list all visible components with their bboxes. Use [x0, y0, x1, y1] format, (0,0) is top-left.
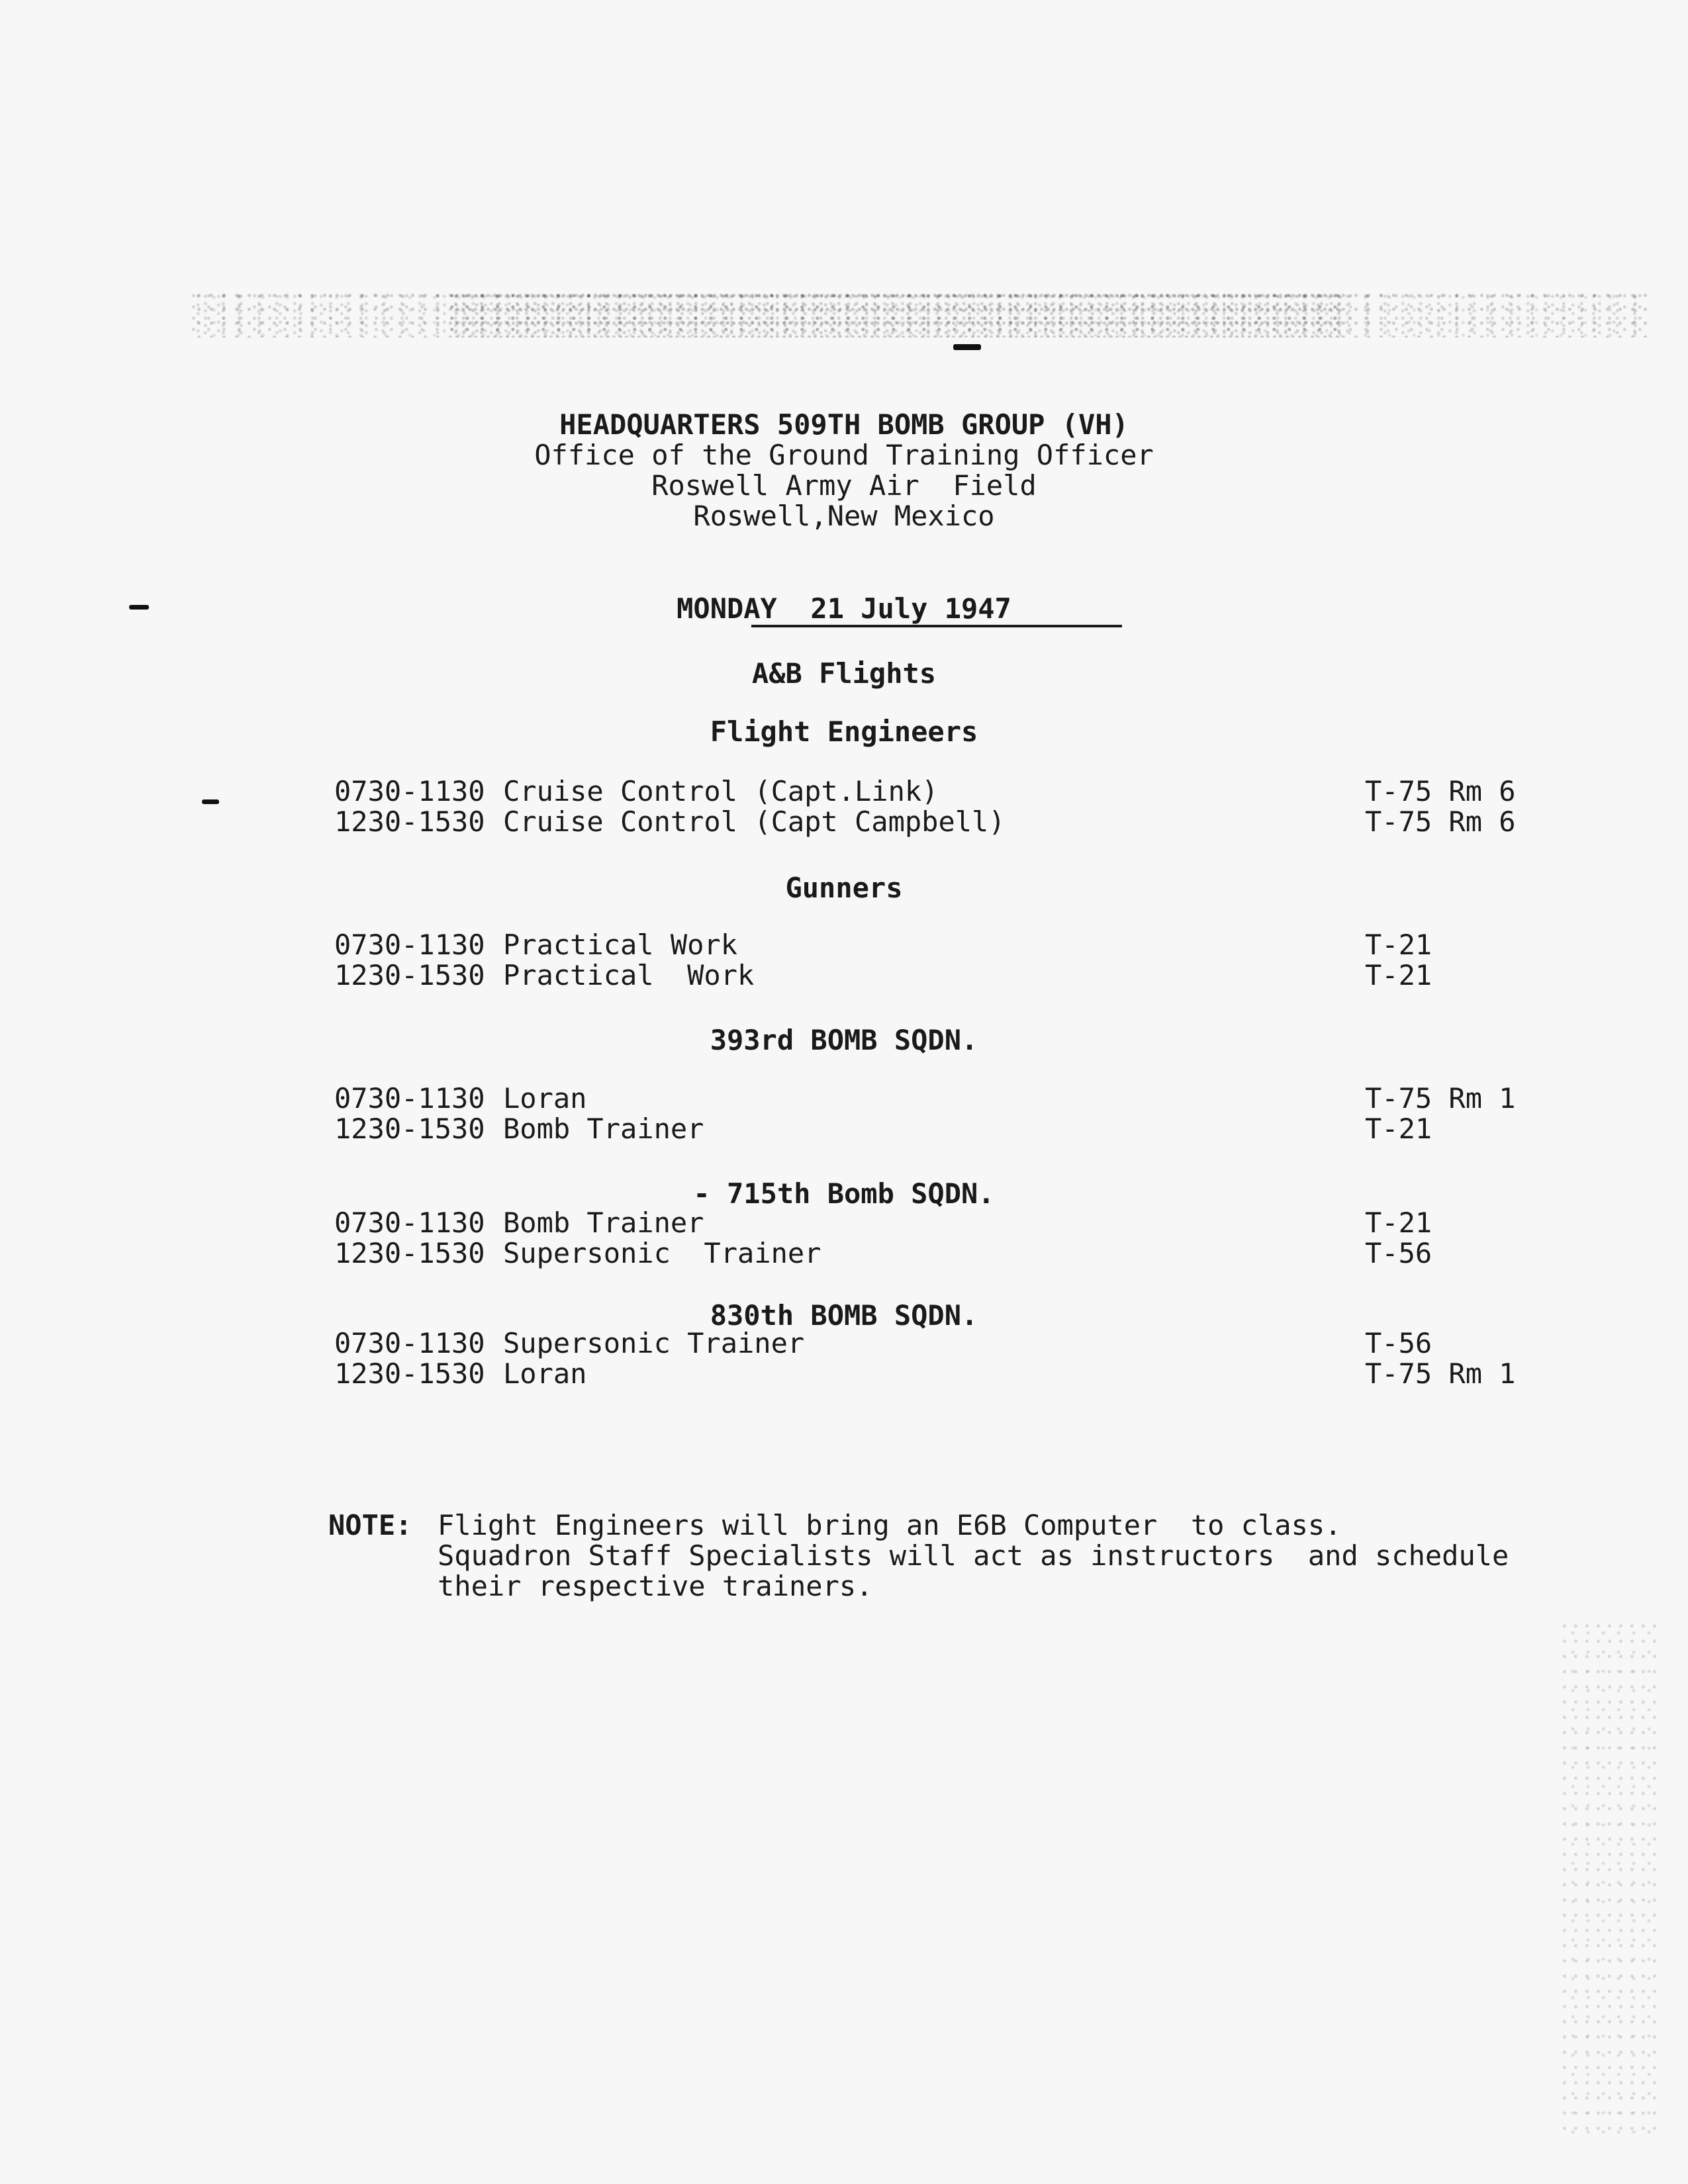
course-name: Bomb Trainer	[503, 1206, 704, 1239]
course-name: Supersonic Trainer	[503, 1327, 805, 1359]
section-title: 393rd BOMB SQDN.	[710, 1024, 978, 1056]
note-label: NOTE:	[328, 1509, 412, 1541]
room-location: T-75 Rm 1	[1365, 1357, 1516, 1390]
note-line: Squadron Staff Specialists will act as instructors and schedule	[438, 1539, 1509, 1572]
section-title: Flight Engineers	[710, 715, 978, 748]
schedule-row	[0, 960, 1688, 991]
schedule-row	[0, 1113, 1688, 1145]
date-heading: MONDAY 21 July 1947	[677, 592, 1011, 625]
course-name: Cruise Control (Capt.Link)	[503, 775, 939, 807]
stray-mark	[953, 344, 981, 350]
course-name: Bomb Trainer	[503, 1113, 704, 1145]
course-name: Loran	[503, 1082, 587, 1115]
time-slot: 1230-1530	[334, 959, 485, 991]
flight-subheading: A&B Flights	[751, 657, 937, 690]
header-line-3: Roswell Army Air Field	[651, 469, 1037, 502]
course-name: Practical Work	[503, 959, 755, 991]
schedule-row	[0, 1207, 1688, 1239]
schedule-row	[0, 1083, 1688, 1115]
room-location: T-21	[1365, 959, 1432, 991]
header-line-4: Roswell,New Mexico	[693, 500, 995, 532]
time-slot: 0730-1130	[334, 775, 485, 807]
time-slot: 1230-1530	[334, 1237, 485, 1269]
date-underline	[751, 625, 1122, 627]
section-title: Gunners	[785, 872, 903, 904]
header-line-1: HEADQUARTERS 509TH BOMB GROUP (VH)	[559, 408, 1129, 441]
schedule-row	[0, 1238, 1688, 1269]
room-location: T-21	[1365, 1206, 1432, 1239]
note-line: Flight Engineers will bring an E6B Computer to class.	[438, 1509, 1342, 1541]
room-location: T-56	[1365, 1327, 1432, 1359]
room-location: T-75 Rm 6	[1365, 805, 1516, 838]
room-location: T-56	[1365, 1237, 1432, 1269]
time-slot: 0730-1130	[334, 1206, 485, 1239]
course-name: Cruise Control (Capt Campbell)	[503, 805, 1006, 838]
schedule-row	[0, 806, 1688, 838]
schedule-row	[0, 1358, 1688, 1390]
header-line-2: Office of the Ground Training Officer	[534, 439, 1154, 471]
photocopy-noise-dense	[450, 291, 1344, 338]
section-title: 830th BOMB SQDN.	[710, 1299, 978, 1332]
time-slot: 0730-1130	[334, 1082, 485, 1115]
note-body	[438, 1509, 1509, 1602]
time-slot: 0730-1130	[334, 1327, 485, 1359]
room-location: T-21	[1365, 929, 1432, 961]
room-location: T-75 Rm 6	[1365, 775, 1516, 807]
schedule-row	[0, 1328, 1688, 1359]
time-slot: 1230-1530	[334, 805, 485, 838]
section-title: - 715th Bomb SQDN.	[693, 1177, 995, 1210]
schedule-row	[0, 776, 1688, 807]
course-name: Practical Work	[503, 929, 738, 961]
room-location: T-75 Rm 1	[1365, 1082, 1516, 1115]
course-name: Supersonic Trainer	[503, 1237, 821, 1269]
photocopy-edge-noise	[1562, 1621, 1662, 2138]
time-slot: 0730-1130	[334, 929, 485, 961]
time-slot: 1230-1530	[334, 1113, 485, 1145]
room-location: T-21	[1365, 1113, 1432, 1145]
time-slot: 1230-1530	[334, 1357, 485, 1390]
course-name: Loran	[503, 1357, 587, 1390]
note-line: their respective trainers.	[438, 1570, 873, 1602]
schedule-row	[0, 929, 1688, 961]
